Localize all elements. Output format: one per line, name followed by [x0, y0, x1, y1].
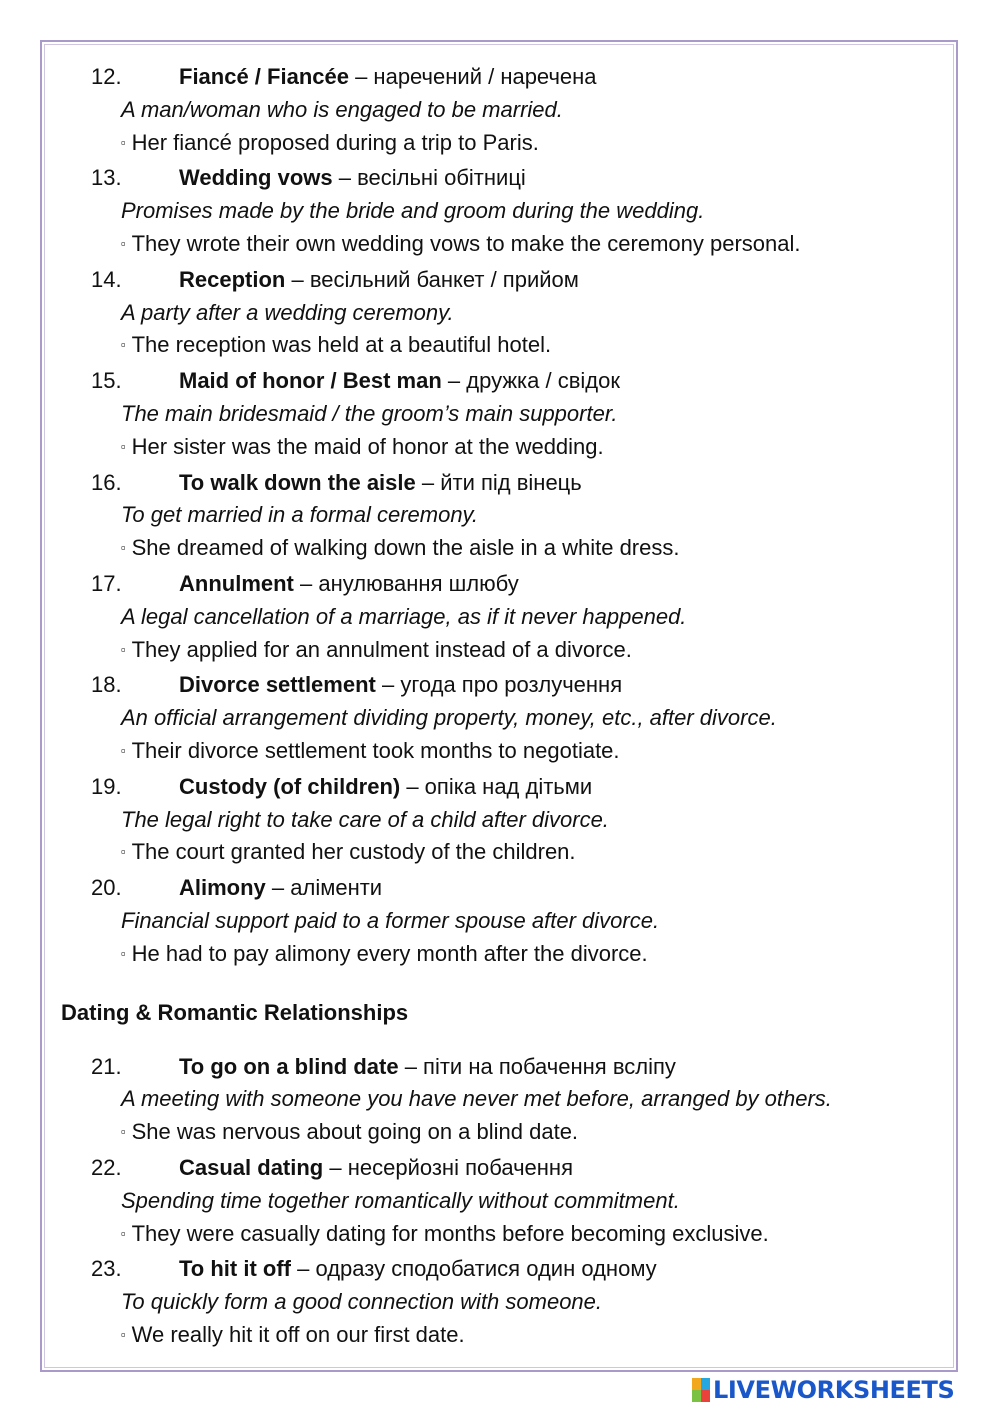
bullet-square-icon: ▫ — [121, 134, 126, 150]
entry-example: Their divorce settlement took months to negotiate. — [131, 737, 620, 763]
entry-heading — [0, 1253, 999, 1286]
entry-heading — [0, 669, 999, 702]
vocabulary-group-dating — [0, 1051, 999, 1355]
entry-example-line — [0, 1319, 999, 1355]
entry-definition: To quickly form a good connection with someone. — [121, 1289, 603, 1315]
entry-number: 18. — [91, 672, 122, 698]
entry-definition: A man/woman who is engaged to be married. — [121, 96, 563, 122]
entry-translation: – аліменти — [265, 875, 383, 901]
entry-example: She dreamed of walking down the aisle in a white dress. — [131, 535, 680, 561]
entry-translation: – анулювання шлюбу — [293, 570, 519, 596]
entry-translation: – весільний банкет / прийом — [285, 266, 579, 292]
vocabulary-entry — [0, 365, 999, 466]
bullet-square-icon: ▫ — [121, 641, 126, 657]
entry-term: Maid of honor / Best man — [179, 368, 442, 394]
entry-number: 22. — [91, 1154, 122, 1180]
entry-number: 16. — [91, 469, 122, 495]
entry-definition: Spending time together romantically without commitment. — [121, 1187, 680, 1213]
section-heading: Dating & Romantic Relationships — [61, 999, 409, 1025]
entry-translation: – опіка над дітьми — [400, 773, 593, 799]
entry-heading — [0, 61, 999, 94]
vocabulary-entry — [0, 264, 999, 365]
bullet-square-icon: ▫ — [121, 337, 126, 353]
entry-heading — [0, 1051, 999, 1084]
entry-term: Reception — [179, 266, 286, 292]
entry-example: Her sister was the maid of honor at the wedding. — [131, 433, 604, 459]
vocabulary-entry — [0, 162, 999, 263]
vocabulary-entry — [0, 568, 999, 669]
entry-number: 20. — [91, 875, 122, 901]
vocabulary-list — [0, 61, 999, 1355]
entry-example: They were casually dating for months before becoming exclusive. — [131, 1220, 769, 1246]
bullet-square-icon: ▫ — [121, 235, 126, 251]
entry-definition: An official arrangement dividing property, money, etc., after divorce. — [121, 705, 777, 731]
entry-example: The court granted her custody of the children. — [131, 839, 576, 865]
entry-number: 19. — [91, 773, 122, 799]
entry-example: They applied for an annulment instead of a divorce. — [131, 636, 632, 662]
bullet-square-icon: ▫ — [121, 1326, 126, 1342]
vocabulary-entry — [0, 669, 999, 770]
entry-number: 14. — [91, 266, 122, 292]
entry-number: 13. — [91, 165, 122, 191]
entry-example: The reception was held at a beautiful hotel. — [131, 332, 552, 358]
entry-example: She was nervous about going on a blind date. — [131, 1119, 579, 1145]
entry-definition: A legal cancellation of a marriage, as if it never happened. — [121, 603, 687, 629]
entry-term: Annulment — [179, 570, 294, 596]
entry-definition: The main bridesmaid / the groom’s main supporter. — [121, 400, 618, 426]
bullet-square-icon: ▫ — [121, 540, 126, 556]
entry-term: Alimony — [179, 875, 266, 901]
entry-term: Fiancé / Fiancée — [179, 64, 349, 89]
entry-translation: – дружка / свідок — [441, 368, 620, 394]
vocabulary-group-weddings — [0, 61, 999, 974]
entry-term: To hit it off — [179, 1256, 291, 1282]
entry-heading — [0, 467, 999, 500]
entry-heading — [0, 872, 999, 905]
entry-example-line — [0, 127, 999, 163]
entry-example-line — [0, 532, 999, 568]
entry-number: 12. — [91, 64, 122, 89]
entry-term: To go on a blind date — [179, 1053, 399, 1079]
entry-definition: To get married in a formal ceremony. — [121, 502, 479, 528]
entry-definition: Promises made by the bride and groom during the wedding. — [121, 198, 705, 224]
entry-number: 15. — [91, 368, 122, 394]
entry-example: They wrote their own wedding vows to make the ceremony personal. — [131, 230, 801, 256]
vocabulary-entry — [0, 467, 999, 568]
bullet-square-icon: ▫ — [121, 438, 126, 454]
entry-example-line — [0, 431, 999, 467]
entry-translation: – піти на побачення всліпу — [398, 1053, 676, 1079]
entry-example-line — [0, 1116, 999, 1152]
entry-number: 17. — [91, 570, 122, 596]
vocabulary-entry — [0, 771, 999, 872]
entry-example-line — [0, 634, 999, 670]
entry-example: Her fiancé proposed during a trip to Paris. — [131, 129, 539, 155]
entry-heading — [0, 568, 999, 601]
entry-translation: – угода про розлучення — [375, 672, 623, 698]
entry-example-line — [0, 836, 999, 872]
entry-term: Casual dating — [179, 1154, 324, 1180]
entry-translation: – весільні обітниці — [332, 165, 526, 191]
entry-term: To walk down the aisle — [179, 469, 416, 495]
entry-term: Divorce settlement — [179, 672, 376, 698]
entry-definition: The legal right to take care of a child after divorce. — [121, 806, 609, 832]
entry-term: Custody (of children) — [179, 773, 401, 799]
entry-number: 23. — [91, 1256, 122, 1282]
vocabulary-entry — [0, 872, 999, 973]
entry-heading — [0, 365, 999, 398]
bullet-square-icon: ▫ — [121, 1124, 126, 1140]
entry-heading — [0, 771, 999, 804]
entry-heading — [0, 264, 999, 297]
bullet-square-icon: ▫ — [121, 945, 126, 961]
entry-translation: – одразу сподобатися один одному — [291, 1256, 657, 1282]
entry-definition: A meeting with someone you have never met before, arranged by others. — [121, 1086, 832, 1112]
entry-example-line — [0, 228, 999, 264]
liveworksheets-logo-text: LIVEWORKSHEETS — [713, 1376, 955, 1404]
liveworksheets-logo-icon — [692, 1378, 710, 1402]
entry-translation: – несерйозні побачення — [323, 1154, 573, 1180]
entry-heading — [0, 162, 999, 195]
entry-example-line — [0, 1218, 999, 1254]
entry-example: We really hit it off on our first date. — [131, 1321, 465, 1347]
liveworksheets-logo — [692, 1375, 954, 1405]
entry-example-line — [0, 735, 999, 771]
bullet-square-icon: ▫ — [121, 742, 126, 758]
vocabulary-entry — [0, 61, 999, 162]
entry-example: He had to pay alimony every month after the divorce. — [131, 940, 648, 966]
vocabulary-entry — [0, 1051, 999, 1152]
bullet-square-icon: ▫ — [121, 844, 126, 860]
vocabulary-entry — [0, 1253, 999, 1354]
entry-heading — [0, 1152, 999, 1185]
entry-translation: – йти під вінець — [415, 469, 582, 495]
entry-example-line — [0, 329, 999, 365]
bullet-square-icon: ▫ — [121, 1225, 126, 1241]
entry-number: 21. — [91, 1053, 122, 1079]
entry-term: Wedding vows — [179, 165, 333, 191]
entry-example-line — [0, 938, 999, 974]
vocabulary-entry — [0, 1152, 999, 1253]
entry-definition: Financial support paid to a former spouse after divorce. — [121, 907, 660, 933]
entry-translation: – наречений / наречена — [348, 64, 597, 89]
entry-definition: A party after a wedding ceremony. — [121, 299, 454, 325]
